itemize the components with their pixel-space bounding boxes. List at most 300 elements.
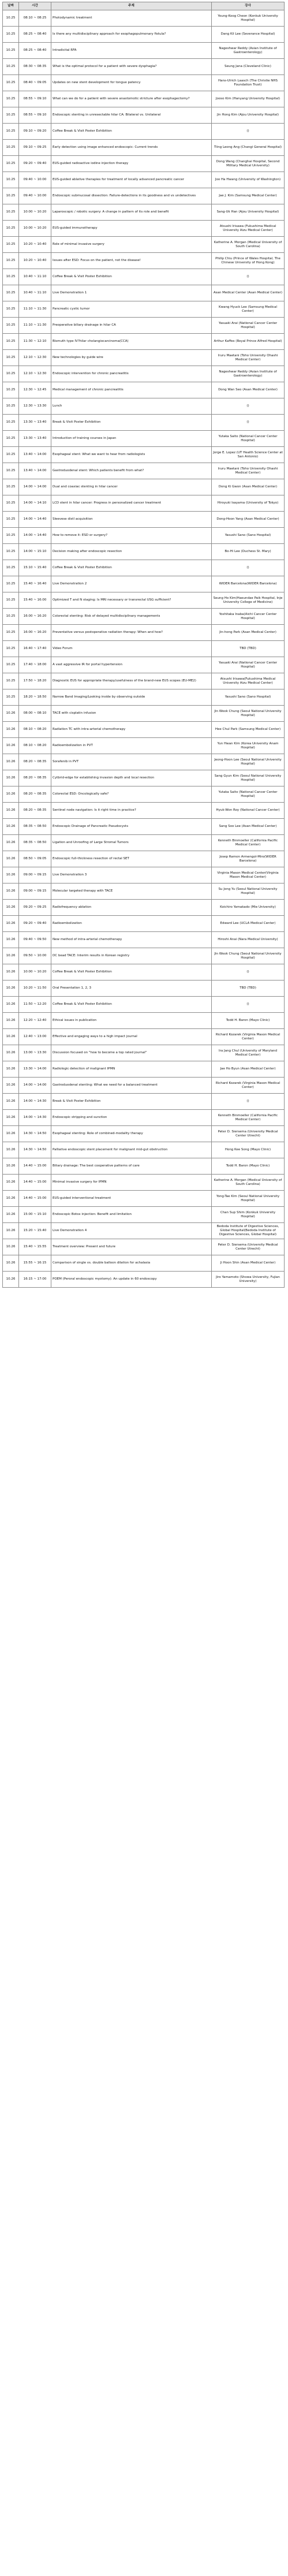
table-row bbox=[3, 738, 285, 754]
table-row bbox=[3, 835, 285, 851]
date-cell: 10.25 bbox=[3, 107, 19, 124]
speaker-cell: Chan Sup Shim (Konkuk University Hospital) bbox=[212, 1207, 285, 1223]
speaker-cell: Yasuaki Arai (National Cancer Center Hospital) bbox=[212, 318, 285, 334]
date-cell: 10.26 bbox=[3, 900, 19, 916]
topic-cell: A vast aggressive IR for portal hypertension bbox=[51, 657, 212, 673]
date-cell: 10.26 bbox=[3, 819, 19, 835]
speaker-cell: () bbox=[212, 964, 285, 981]
date-cell: 10.25 bbox=[3, 609, 19, 625]
topic-cell: Treatment overview: Present and future bbox=[51, 1239, 212, 1255]
topic-cell: EUS-guided interventional treatment bbox=[51, 1191, 212, 1207]
table-row bbox=[3, 91, 285, 107]
speaker-cell: Jae Ho Byun (Asan Medical Center) bbox=[212, 1061, 285, 1078]
date-cell: 10.25 bbox=[3, 140, 19, 156]
topic-cell: Radioembolization bbox=[51, 916, 212, 932]
date-cell: 10.26 bbox=[3, 1223, 19, 1239]
topic-cell: Endoscopic intervention for chronic pancreatitis bbox=[51, 366, 212, 382]
table-row bbox=[3, 948, 285, 964]
time-cell: 14:40 ~ 15:00 bbox=[19, 1175, 51, 1191]
date-cell: 10.26 bbox=[3, 1175, 19, 1191]
speaker-cell: Su Jong Yu (Seoul National University Hospital) bbox=[212, 883, 285, 900]
topic-cell: Medical management of chronic pancreatitis bbox=[51, 382, 212, 398]
time-cell: 08:55 ~ 09:10 bbox=[19, 107, 51, 124]
topic-cell: Break & Visit Poster Exhibition bbox=[51, 415, 212, 431]
table-row bbox=[3, 754, 285, 770]
speaker-cell: Dang Kil Lee (Severance Hospital) bbox=[212, 27, 285, 43]
time-cell: 14:40 ~ 15:00 bbox=[19, 1158, 51, 1175]
speaker-cell: Yong-Tae Kim (Seoul National University Hospital) bbox=[212, 1191, 285, 1207]
time-cell: 15:40 ~ 16:00 bbox=[19, 592, 51, 609]
speaker-cell: Yutaka Saito (National Cancer Center Hospital) bbox=[212, 786, 285, 803]
time-cell: 12:30 ~ 13:30 bbox=[19, 398, 51, 415]
speaker-cell: Seung Jana (Cleveland Clinic) bbox=[212, 59, 285, 75]
speaker-cell: Jooso Kim (Hanyang University Hospital) bbox=[212, 91, 285, 107]
table-row bbox=[3, 609, 285, 625]
date-cell: 10.25 bbox=[3, 463, 19, 479]
date-cell: 10.25 bbox=[3, 27, 19, 43]
table-row bbox=[3, 916, 285, 932]
table-row bbox=[3, 1045, 285, 1061]
table-row bbox=[3, 59, 285, 75]
time-cell: 09:20 ~ 09:25 bbox=[19, 900, 51, 916]
header-topic: 주제 bbox=[51, 2, 212, 10]
topic-cell: Bismuth type IV?hilar cholangiocarcinoma(CCA) bbox=[51, 334, 212, 350]
date-cell: 10.26 bbox=[3, 754, 19, 770]
topic-cell: Introduction of training courses in Japan bbox=[51, 431, 212, 447]
topic-cell: Endoscopic full-thickness resection of rectal SET bbox=[51, 851, 212, 867]
date-cell: 10.25 bbox=[3, 560, 19, 576]
time-cell: 09:40 ~ 09:50 bbox=[19, 932, 51, 948]
time-cell: 08:55 ~ 09:10 bbox=[19, 91, 51, 107]
topic-cell: Photodynamic treatment bbox=[51, 10, 212, 27]
schedule-table bbox=[2, 2, 285, 1288]
topic-cell: Coffee Break & Visit Poster Exhibition bbox=[51, 997, 212, 1013]
date-cell: 10.26 bbox=[3, 1126, 19, 1142]
table-row bbox=[3, 75, 285, 91]
topic-cell: Oral Presentation 1, 2, 3 bbox=[51, 981, 212, 997]
date-cell: 10.25 bbox=[3, 204, 19, 221]
topic-cell: Colorectal ESD: Oncologically safe? bbox=[51, 786, 212, 803]
date-cell: 10.25 bbox=[3, 689, 19, 706]
topic-cell: Coffee Break & Visit Poster Exhibition bbox=[51, 269, 212, 285]
speaker-cell: Jin Hong Kim (Ajou University Hospital) bbox=[212, 107, 285, 124]
table-row bbox=[3, 657, 285, 673]
time-cell: 09:00 ~ 09:15 bbox=[19, 883, 51, 900]
table-row bbox=[3, 932, 285, 948]
time-cell: 09:40 ~ 10:00 bbox=[19, 172, 51, 188]
date-cell: 10.26 bbox=[3, 1013, 19, 1029]
table-row bbox=[3, 124, 285, 140]
time-cell: 14:00 ~ 14:30 bbox=[19, 1094, 51, 1110]
speaker-cell: Jin Wook Chung (Seoul National University Hospital) bbox=[212, 948, 285, 964]
table-row bbox=[3, 1239, 285, 1255]
speaker-cell: Atsushi Irisawa (Fukushima Medical University Aizu Medical Center) bbox=[212, 221, 285, 237]
topic-cell: How to remove it: ESD or surgery? bbox=[51, 528, 212, 544]
table-row bbox=[3, 1207, 285, 1223]
date-cell: 10.26 bbox=[3, 835, 19, 851]
topic-cell: Lunch bbox=[51, 398, 212, 415]
header-time: 시간 bbox=[19, 2, 51, 10]
speaker-cell: Koichiro Yamakado (Mie University) bbox=[212, 900, 285, 916]
speaker-cell: Hong Kee Song (Mayo Clinic) bbox=[212, 1142, 285, 1158]
topic-cell: LCD stent in hilar cancer: Progress in personalized cancer treatment bbox=[51, 495, 212, 512]
time-cell: 10:00 ~ 10:20 bbox=[19, 964, 51, 981]
date-cell: 10.25 bbox=[3, 415, 19, 431]
topic-cell: Sentinel node navigation: Is it right time in practice? bbox=[51, 803, 212, 819]
date-cell: 10.25 bbox=[3, 350, 19, 366]
time-cell: 11:10 ~ 11:30 bbox=[19, 318, 51, 334]
time-cell: 15:40 ~ 15:55 bbox=[19, 1239, 51, 1255]
date-cell: 10.26 bbox=[3, 1110, 19, 1126]
date-cell: 10.25 bbox=[3, 172, 19, 188]
time-cell: 11:30 ~ 12:10 bbox=[19, 334, 51, 350]
time-cell: 09:10 ~ 09:20 bbox=[19, 124, 51, 140]
table-row bbox=[3, 1272, 285, 1288]
date-cell: 10.26 bbox=[3, 722, 19, 738]
topic-cell: Esophageal stenting: Role of combined-modality therapy bbox=[51, 1126, 212, 1142]
table-row bbox=[3, 1029, 285, 1045]
topic-cell: Updates on new stent development for tongue patency bbox=[51, 75, 212, 91]
topic-cell: EUS-guided radioactive iodine injection therapy bbox=[51, 156, 212, 172]
table-row bbox=[3, 576, 285, 592]
speaker-cell: Josep Ramon Armengol-Miro(WIDER Barcelona) bbox=[212, 851, 285, 867]
table-row bbox=[3, 851, 285, 867]
date-cell: 10.26 bbox=[3, 1045, 19, 1061]
date-cell: 10.25 bbox=[3, 641, 19, 657]
time-cell: 12:20 ~ 12:40 bbox=[19, 1013, 51, 1029]
topic-cell: New method of intra-arterial chemotherapy bbox=[51, 932, 212, 948]
date-cell: 10.26 bbox=[3, 948, 19, 964]
speaker-cell: Sang-Uk Han (Ajou University Hospital) bbox=[212, 204, 285, 221]
time-cell: 12:30 ~ 12:45 bbox=[19, 382, 51, 398]
speaker-cell: Young-Koog Cheon (Konkuk University Hospital) bbox=[212, 10, 285, 27]
time-cell: 13:00 ~ 13:30 bbox=[19, 1045, 51, 1061]
date-cell: 10.25 bbox=[3, 285, 19, 301]
time-cell: 14:00 ~ 15:10 bbox=[19, 544, 51, 560]
time-cell: 12:10 ~ 12:30 bbox=[19, 366, 51, 382]
time-cell: 14:00 ~ 14:40 bbox=[19, 512, 51, 528]
topic-cell: Issues after ESD: Focus on the patient, not the disease! bbox=[51, 253, 212, 269]
table-row bbox=[3, 883, 285, 900]
table-row bbox=[3, 285, 285, 301]
topic-cell: Video Forum bbox=[51, 641, 212, 657]
table-row bbox=[3, 1223, 285, 1239]
topic-cell: Preventative versus postoperative radiation therapy: When and how? bbox=[51, 625, 212, 641]
date-cell: 10.26 bbox=[3, 851, 19, 867]
speaker-cell: Atsushi Irisawa(Fukushima Medical University Aizu Medical Center) bbox=[212, 673, 285, 689]
topic-cell: New technologies by guide wire bbox=[51, 350, 212, 366]
table-row bbox=[3, 867, 285, 883]
table-row bbox=[3, 1191, 285, 1207]
speaker-cell: Jin Wook Chung (Seoul National University Hospital) bbox=[212, 706, 285, 722]
topic-cell: Endoscopic stripping and sunction bbox=[51, 1110, 212, 1126]
table-row bbox=[3, 528, 285, 544]
time-cell: 08:20 ~ 08:35 bbox=[19, 770, 51, 786]
time-cell: 09:20 ~ 09:40 bbox=[19, 916, 51, 932]
topic-cell: Live Demonstration 1 bbox=[51, 285, 212, 301]
speaker-cell: Hiroyuki Isayama (University of Tokyo) bbox=[212, 495, 285, 512]
time-cell: 13:40 ~ 14:00 bbox=[19, 463, 51, 479]
table-row bbox=[3, 447, 285, 463]
date-cell: 10.25 bbox=[3, 221, 19, 237]
speaker-cell: () bbox=[212, 398, 285, 415]
date-cell: 10.25 bbox=[3, 253, 19, 269]
topic-cell: TACE with cisplatin infusion bbox=[51, 706, 212, 722]
topic-cell: Intradicital RFA bbox=[51, 43, 212, 59]
speaker-cell: Yasuaki Arai (National Cancer Center Hospital) bbox=[212, 657, 285, 673]
table-row bbox=[3, 1175, 285, 1191]
date-cell: 10.25 bbox=[3, 512, 19, 528]
table-row bbox=[3, 415, 285, 431]
date-cell: 10.25 bbox=[3, 447, 19, 463]
time-cell: 14:00 ~ 14:00 bbox=[19, 1078, 51, 1094]
schedule-body bbox=[3, 10, 285, 1288]
topic-cell: Sleevese distl acquisition bbox=[51, 512, 212, 528]
date-cell: 10.26 bbox=[3, 981, 19, 997]
date-cell: 10.25 bbox=[3, 382, 19, 398]
time-cell: 13:30 ~ 14:00 bbox=[19, 1061, 51, 1078]
speaker-cell: Richard Kozarek (Virginia Mason Medical Center) bbox=[212, 1078, 285, 1094]
speaker-cell: Peter D. Siersema (University Medical Center Utrecht) bbox=[212, 1239, 285, 1255]
date-cell: 10.25 bbox=[3, 59, 19, 75]
speaker-cell: Hee Chul Park (Samsung Medical Center) bbox=[212, 722, 285, 738]
table-row bbox=[3, 237, 285, 253]
date-cell: 10.25 bbox=[3, 124, 19, 140]
date-cell: 10.25 bbox=[3, 10, 19, 27]
table-row bbox=[3, 819, 285, 835]
time-cell: 08:20 ~ 08:35 bbox=[19, 803, 51, 819]
time-cell: 10:40 ~ 11:10 bbox=[19, 269, 51, 285]
time-cell: 15:55 ~ 16:15 bbox=[19, 1255, 51, 1272]
time-cell: 14:40 ~ 15:00 bbox=[19, 1191, 51, 1207]
time-cell: 13:30 ~ 13:40 bbox=[19, 431, 51, 447]
time-cell: 14:00 ~ 14:40 bbox=[19, 528, 51, 544]
date-cell: 10.26 bbox=[3, 1239, 19, 1255]
time-cell: 08:00 ~ 08:10 bbox=[19, 706, 51, 722]
topic-cell: What can we do for a patient with severe anastomotic stricture after esophagectomy? bbox=[51, 91, 212, 107]
date-cell: 10.25 bbox=[3, 592, 19, 609]
topic-cell: Radiofrequency ablation bbox=[51, 900, 212, 916]
table-row bbox=[3, 301, 285, 318]
date-cell: 10.25 bbox=[3, 318, 19, 334]
speaker-cell: Dong Ki Gwon (Asan Medical Center) bbox=[212, 479, 285, 495]
table-row bbox=[3, 770, 285, 786]
table-row bbox=[3, 786, 285, 803]
time-cell: 08:20 ~ 08:35 bbox=[19, 754, 51, 770]
speaker-cell: Dong Wang (Changhai Hospital, Second Military Medical University) bbox=[212, 156, 285, 172]
date-cell: 10.26 bbox=[3, 1272, 19, 1288]
time-cell: 16:00 ~ 16:20 bbox=[19, 609, 51, 625]
speaker-cell: Philip Chiu (Prince of Wales Hospital, The Chinese University of Hong Kong) bbox=[212, 253, 285, 269]
time-cell: 08:10 ~ 08:20 bbox=[19, 738, 51, 754]
date-cell: 10.26 bbox=[3, 786, 19, 803]
time-cell: 16:15 ~ 17:00 bbox=[19, 1272, 51, 1288]
topic-cell: Radioembolization in PVT bbox=[51, 738, 212, 754]
speaker-cell: Sang Gyun Kim (Seoul National University Hospital) bbox=[212, 770, 285, 786]
topic-cell: Ethical issues in publication bbox=[51, 1013, 212, 1029]
topic-cell: Minimal invasive surgery for IPMN bbox=[51, 1175, 212, 1191]
speaker-cell: Yun Hwan Kim (Korea University Anam Hospital) bbox=[212, 738, 285, 754]
speaker-cell: Hiroshi Anai (Nara Medical University) bbox=[212, 932, 285, 948]
speaker-cell: Kenneth Binmoeller (California Pacific Medical Center) bbox=[212, 1110, 285, 1126]
date-cell: 10.26 bbox=[3, 867, 19, 883]
table-row bbox=[3, 625, 285, 641]
speaker-cell: Virginia Mason Medical Center(Virginia Mason Medical Center) bbox=[212, 867, 285, 883]
date-cell: 10.26 bbox=[3, 964, 19, 981]
time-cell: 08:10 ~ 08:20 bbox=[19, 722, 51, 738]
time-cell: 08:35 ~ 08:50 bbox=[19, 835, 51, 851]
speaker-cell: Yoshitaka Inaba(Aichi Cancer Center Hospital) bbox=[212, 609, 285, 625]
speaker-cell: Ira Jang Chul (University of Maryland Medical Center) bbox=[212, 1045, 285, 1061]
table-row bbox=[3, 981, 285, 997]
topic-cell: Gastroduodenal stenting: What we need for a balanced treatment bbox=[51, 1078, 212, 1094]
time-cell: 18:20 ~ 18:50 bbox=[19, 689, 51, 706]
time-cell: 14:30 ~ 14:50 bbox=[19, 1126, 51, 1142]
time-cell: 08:20 ~ 08:35 bbox=[19, 786, 51, 803]
date-cell: 10.25 bbox=[3, 479, 19, 495]
date-cell: 10.26 bbox=[3, 916, 19, 932]
topic-cell: Live Demonstration 2 bbox=[51, 576, 212, 592]
table-row bbox=[3, 1078, 285, 1094]
table-row bbox=[3, 1061, 285, 1078]
table-row bbox=[3, 689, 285, 706]
time-cell: 09:20 ~ 09:40 bbox=[19, 156, 51, 172]
speaker-cell: Dong Wan Seo (Asan Medical Center) bbox=[212, 382, 285, 398]
topic-cell: Diagnostic EUS for appropriate therapy/usefulness of the brand-new EUS scopes (EU-ME2) bbox=[51, 673, 212, 689]
speaker-cell: () bbox=[212, 997, 285, 1013]
speaker-cell: Nageshwar Reddy (Asian Institute of Gastroenterology) bbox=[212, 366, 285, 382]
topic-cell: Discussion focused on "how to become a top rated journal" bbox=[51, 1045, 212, 1061]
table-row bbox=[3, 706, 285, 722]
table-row bbox=[3, 641, 285, 657]
speaker-cell: Kenneth Binmoeller (California Pacific Medical Center) bbox=[212, 835, 285, 851]
table-row bbox=[3, 512, 285, 528]
table-row bbox=[3, 997, 285, 1013]
time-cell: 14:00 ~ 14:00 bbox=[19, 479, 51, 495]
speaker-cell: Katherine A. Morgan (Medical University of South Carolina) bbox=[212, 1175, 285, 1191]
table-row bbox=[3, 1110, 285, 1126]
topic-cell: Esophageal stent: What we want to hear from radiologists bbox=[51, 447, 212, 463]
topic-cell: Radiation TC with intra-arterial chemotherapy bbox=[51, 722, 212, 738]
speaker-cell: Iruru Maetani (Toho University Ohashi Medical Center) bbox=[212, 350, 285, 366]
time-cell: 08:35 ~ 08:50 bbox=[19, 819, 51, 835]
topic-cell: Ligation and Unroofing of Large Stromal Tumors bbox=[51, 835, 212, 851]
topic-cell: Preoperative biliary drainage in hilar CA bbox=[51, 318, 212, 334]
topic-cell: Endoscopic submucosal dissection: Failure-detections in its goodness and vs undetectives bbox=[51, 188, 212, 204]
table-row bbox=[3, 479, 285, 495]
time-cell: 10:40 ~ 11:10 bbox=[19, 285, 51, 301]
speaker-cell: Asan Medical Center (Asan Medical Center) bbox=[212, 285, 285, 301]
topic-cell: Endoscopic stenting in unresectable hilar CA: Bilateral vs. Unilateral bbox=[51, 107, 212, 124]
table-row bbox=[3, 334, 285, 350]
speaker-cell: Tiing Leong Ang (Changi General Hospital) bbox=[212, 140, 285, 156]
table-row bbox=[3, 463, 285, 479]
speaker-cell: Joo Ha Hwang (University of Washington) bbox=[212, 172, 285, 188]
table-row bbox=[3, 560, 285, 576]
speaker-cell: Bedoda Institute of Digestive Sciences, Global Hospital(Bedoda Institute of Digestive Sciences, Global Hospital) bbox=[212, 1223, 285, 1239]
speaker-cell: Arthur Kaffes (Royal Prince Alfred Hospital) bbox=[212, 334, 285, 350]
topic-cell: Pancreatic cystic tumor bbox=[51, 301, 212, 318]
date-cell: 10.26 bbox=[3, 1191, 19, 1207]
time-cell: 14:00 ~ 14:10 bbox=[19, 495, 51, 512]
time-cell: 16:40 ~ 17:40 bbox=[19, 641, 51, 657]
table-row bbox=[3, 43, 285, 59]
topic-cell: Cytbrid-edge for establishing invasion depth and local resection bbox=[51, 770, 212, 786]
date-cell: 10.26 bbox=[3, 932, 19, 948]
speaker-cell: Hyuk-Won Roy (National Cancer Center) bbox=[212, 803, 285, 819]
time-cell: 17:40 ~ 18:00 bbox=[19, 657, 51, 673]
topic-cell: Coffee Break & Visit Poster Exhibition bbox=[51, 964, 212, 981]
topic-cell: Dual and coaxiac stenting in hilar cancer bbox=[51, 479, 212, 495]
topic-cell: Effective and engaging ways to a high impact journal bbox=[51, 1029, 212, 1045]
time-cell: 10:20 ~ 10:40 bbox=[19, 237, 51, 253]
date-cell: 10.25 bbox=[3, 156, 19, 172]
speaker-cell: TBD (TBD) bbox=[212, 641, 285, 657]
table-row bbox=[3, 673, 285, 689]
date-cell: 10.25 bbox=[3, 301, 19, 318]
speaker-cell: () bbox=[212, 269, 285, 285]
topic-cell: Molecular targeted therapy with TACE bbox=[51, 883, 212, 900]
speaker-cell: Sang Soo Lee (Asan Medical Center) bbox=[212, 819, 285, 835]
table-row bbox=[3, 10, 285, 27]
speaker-cell: Jiro Yamamoto (Showa University, Fujian University) bbox=[212, 1272, 285, 1288]
speaker-cell: Yasushi Sano (Sano Hospital) bbox=[212, 689, 285, 706]
table-row bbox=[3, 140, 285, 156]
date-cell: 10.25 bbox=[3, 544, 19, 560]
speaker-cell: Seung Ho Kim(Haeundae Paik Hospital, Inje University College of Medicine) bbox=[212, 592, 285, 609]
table-row bbox=[3, 204, 285, 221]
table-row bbox=[3, 253, 285, 269]
date-cell: 10.25 bbox=[3, 334, 19, 350]
topic-cell: Live Demonstration 4 bbox=[51, 1223, 212, 1239]
topic-cell: Gastroduodenal stent: Which patients benefit from what? bbox=[51, 463, 212, 479]
topic-cell: Break & Visit Poster Exhibition bbox=[51, 1094, 212, 1110]
table-row bbox=[3, 964, 285, 981]
date-cell: 10.25 bbox=[3, 495, 19, 512]
time-cell: 10:00 ~ 10:20 bbox=[19, 204, 51, 221]
topic-cell: Optimized T and N staging: Is MRI necessary or transrectal USG sufficient? bbox=[51, 592, 212, 609]
speaker-cell: Edward Lee (UCLA Medical Center) bbox=[212, 916, 285, 932]
topic-cell: Decision making after endoscopic resection bbox=[51, 544, 212, 560]
table-row bbox=[3, 1013, 285, 1029]
topic-cell: What is the optimal protocol for a patient with severe dysphagia? bbox=[51, 59, 212, 75]
speaker-cell: Todd H. Baron (Mayo Clinic) bbox=[212, 1013, 285, 1029]
date-cell: 10.25 bbox=[3, 91, 19, 107]
time-cell: 08:30 ~ 08:35 bbox=[19, 59, 51, 75]
schedule-header bbox=[3, 2, 285, 10]
speaker-cell: Yutaka Saito (National Cancer Center Hospital) bbox=[212, 431, 285, 447]
time-cell: 10:20 ~ 10:40 bbox=[19, 253, 51, 269]
speaker-cell: WIDER Barcelona(WIDER Barcelona) bbox=[212, 576, 285, 592]
table-row bbox=[3, 27, 285, 43]
table-row bbox=[3, 1126, 285, 1142]
speaker-cell: Todd H. Baron (Mayo Clinic) bbox=[212, 1158, 285, 1175]
date-cell: 10.25 bbox=[3, 673, 19, 689]
topic-cell: Biliary drainage: The best cooperative patterns of care bbox=[51, 1158, 212, 1175]
time-cell: 09:50 ~ 10:00 bbox=[19, 948, 51, 964]
topic-cell: Sorafenib in PVT bbox=[51, 754, 212, 770]
topic-cell: EUS-guided ablative therapies for treatment of locally advanced pancreatic cancer bbox=[51, 172, 212, 188]
time-cell: 16:00 ~ 16:20 bbox=[19, 625, 51, 641]
date-cell: 10.26 bbox=[3, 738, 19, 754]
date-cell: 10.25 bbox=[3, 269, 19, 285]
topic-cell: EUS-guided immunotherapy bbox=[51, 221, 212, 237]
speaker-cell: Ji Hoon Shin (Asan Medical Center) bbox=[212, 1255, 285, 1272]
topic-cell: Live Demonstration 3 bbox=[51, 867, 212, 883]
time-cell: 15:20 ~ 15:40 bbox=[19, 1223, 51, 1239]
time-cell: 10:00 ~ 10:20 bbox=[19, 221, 51, 237]
date-cell: 10.26 bbox=[3, 1094, 19, 1110]
